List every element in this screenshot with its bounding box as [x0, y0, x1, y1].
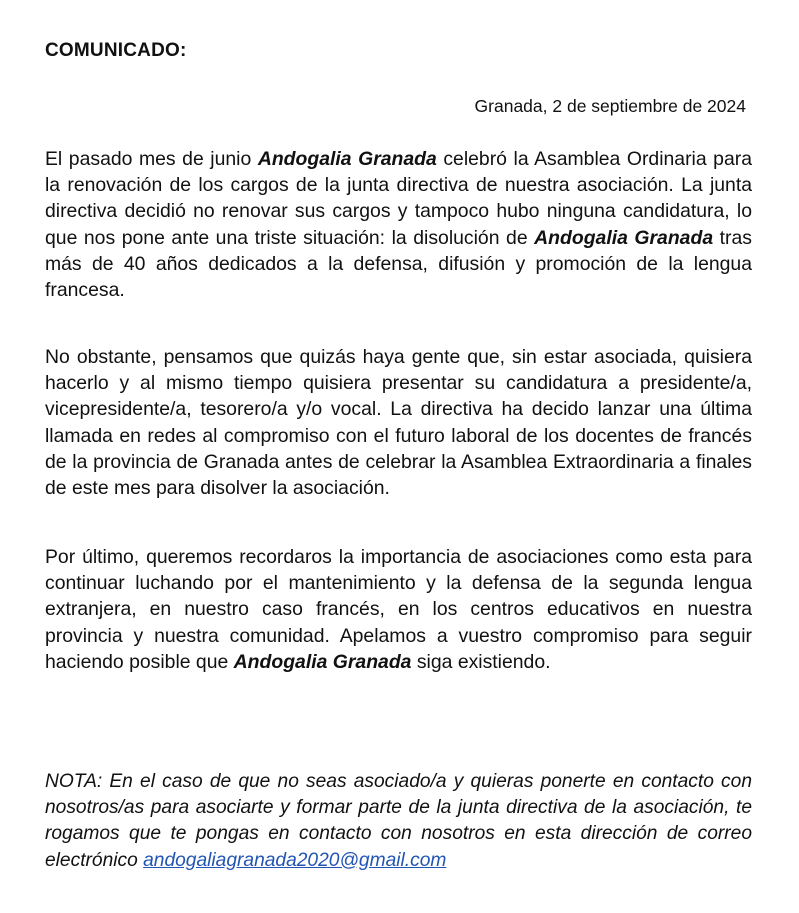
paragraph-1-text-b: celebró la Asamblea Ordinaria para la renovación de los cargos de la junta directiva de nuestra asociación. La junta directiva decidió no renovar sus cargos y tampoco hubo ninguna candidatura, lo que nos pone ante una triste situación: la disolución de	[45, 148, 752, 249]
document-date: Granada, 2 de septiembre de 2024	[474, 96, 746, 116]
organization-name: Andogalia Granada	[257, 148, 437, 170]
note-paragraph	[45, 769, 752, 874]
paragraph-3-text-a: Por último, queremos recordaros la importancia de asociaciones como esta para continuar luchando por el mantenimiento y la defensa de la segunda lengua extranjera, en nuestro caso francés, en los centros educativos en nuestra provincia y nuestra comunidad. Apelamos a vuestro compromiso para seguir haciendo posible que	[45, 546, 752, 673]
organization-name: Andogalia Granada	[233, 650, 412, 673]
note-text: NOTA: En el caso de que no seas asociado/a y quieras ponerte en contacto con nosotros/as para asociarte y formar parte de la junta directiva de la asociación, te rogamos que te pongas en contacto con nosotros en esta dirección de correo electrónico	[45, 771, 752, 871]
paragraph-1	[45, 146, 752, 303]
paragraph-3-text-b: siga existiendo.	[411, 650, 551, 673]
paragraph-3	[45, 544, 752, 675]
organization-name: Andogalia Granada	[534, 226, 714, 249]
document-heading: COMUNICADO:	[45, 40, 187, 61]
email-link[interactable]: andogaliagranada2020@gmail.com	[143, 849, 447, 871]
paragraph-2: No obstante, pensamos que quizás haya gente que, sin estar asociada, quisiera hacerlo y al mismo tiempo quisiera presentar su candidatura a presidente/a, vicepresidente/a, tesorero/a y/o vocal. La directiva ha decido lanzar una última llamada en redes al compromiso con el futuro laboral de los docentes de francés de la provincia de Granada antes de celebrar la Asamblea Extraordinaria a finales de este mes para disolver la asociación.	[45, 346, 752, 500]
paragraph-1-text-a: El pasado mes de junio	[45, 148, 258, 170]
paragraph-1-text-c: tras más de 40 años dedicados a la defensa, difusión y promoción de la lengua francesa.	[45, 226, 752, 302]
